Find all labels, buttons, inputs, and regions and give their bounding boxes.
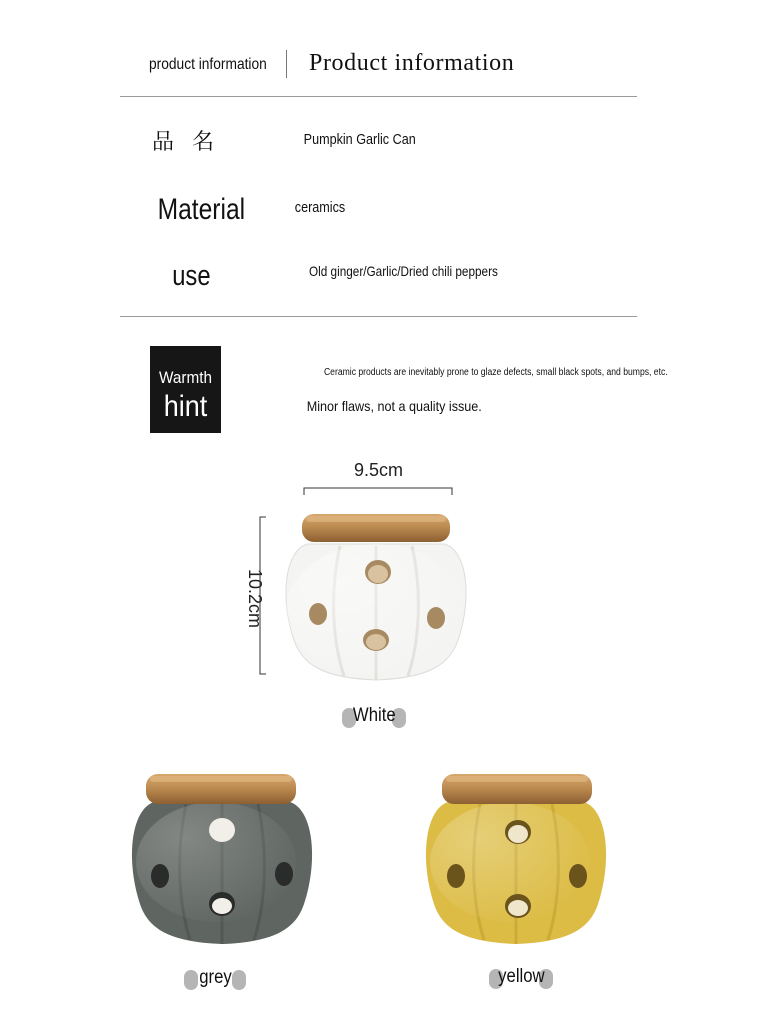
hint-note-defects: Ceramic products are inevitably prone to glaze defects, small black spots, and bumps, etc. [323,367,668,378]
spec-value-use: Old ginger/Garlic/Dried chili peppers [308,263,498,279]
top-rule [120,96,637,97]
height-dimension-line [255,514,269,678]
spec-label-use: use [172,260,211,292]
page-title: Product information [309,50,515,76]
spec-value-name: Pumpkin Garlic Can [303,131,416,148]
width-dimension-label: 9.5cm [354,460,404,480]
header-small-title: product information [149,56,267,73]
jar-yellow [418,772,614,948]
height-dimension-label: 10.2cm [245,568,266,629]
spec-label-material: Material [157,193,246,226]
hint-line-1: Warmth [159,368,212,387]
variant-label-yellow: yellow [489,966,553,988]
hint-note-minor-flaws: Minor flaws, not a quality issue. [306,398,482,414]
warmth-hint-badge [150,346,221,433]
header-divider [286,50,287,78]
jar-white [278,510,474,686]
jar-grey [124,772,320,948]
variant-label-white: White [342,705,406,727]
hint-line-2: hint [163,390,208,423]
spec-label-name: 品名 [152,130,233,155]
bottom-rule [120,316,637,317]
variant-label-grey: grey [184,967,246,989]
spec-value-material: ceramics [294,199,346,216]
width-dimension-line [300,484,456,498]
